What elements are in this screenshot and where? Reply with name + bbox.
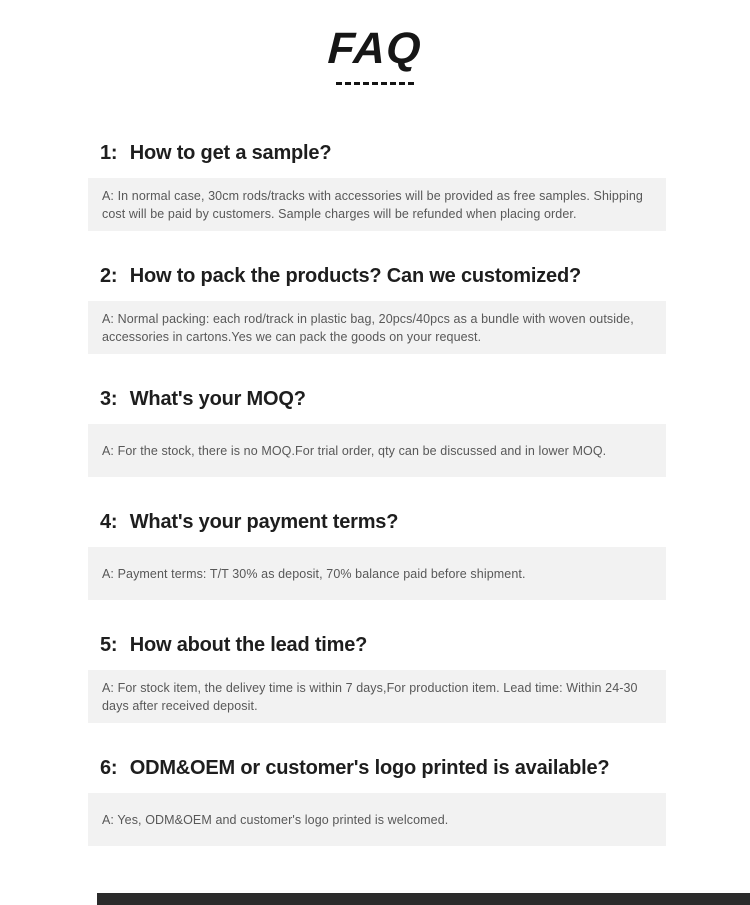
question-text: What's your payment terms?: [129, 511, 399, 533]
faq-list: [0, 141, 750, 846]
question-text: How to pack the products? Can we customized?: [129, 265, 581, 287]
bottom-dark-bar: [97, 893, 750, 905]
faq-answer-box: [88, 793, 666, 846]
title-dashed-underline: [336, 82, 414, 85]
faq-answer-box: [88, 301, 666, 354]
question-number: 6:: [100, 757, 118, 779]
page-title: FAQ: [327, 24, 424, 73]
question-number: 2:: [100, 265, 118, 287]
question-text: ODM&OEM or customer's logo printed is available?: [129, 757, 610, 779]
faq-answer-box: [88, 178, 666, 231]
question-number: 4:: [100, 511, 118, 533]
faq-answer-box: [88, 424, 666, 477]
faq-item-6: [0, 756, 750, 846]
question-text: What's your MOQ?: [129, 388, 306, 410]
faq-answer-text: A: For stock item, the delivey time is within 7 days,For production item. Lead time: Within 24-30 days after received deposit.: [102, 680, 638, 713]
faq-question: [100, 387, 750, 411]
faq-question: [100, 756, 750, 780]
faq-answer-text: A: Normal packing: each rod/track in plastic bag, 20pcs/40pcs as a bundle with woven outside, accessories in cartons.Yes we can pack the goods on your request.: [102, 311, 634, 344]
faq-item-3: [0, 387, 750, 477]
faq-answer-box: [88, 547, 666, 600]
faq-answer-text: A: In normal case, 30cm rods/tracks with accessories will be provided as free samples. Shipping cost will be paid by customers. Sample charges will be refunded when placing order.: [102, 188, 643, 221]
question-number: 1:: [100, 142, 118, 164]
question-text: How about the lead time?: [129, 634, 368, 656]
question-text: How to get a sample?: [129, 142, 332, 164]
faq-answer-text: A: For the stock, there is no MOQ.For trial order, qty can be discussed and in lower MOQ.: [102, 443, 607, 458]
faq-question: [100, 510, 750, 534]
faq-header: [0, 0, 750, 85]
faq-question: [100, 141, 750, 165]
faq-question: [100, 633, 750, 657]
faq-item-2: [0, 264, 750, 354]
faq-answer-text: A: Yes, ODM&OEM and customer's logo printed is welcomed.: [102, 812, 449, 827]
question-number: 5:: [100, 634, 118, 656]
faq-item-4: [0, 510, 750, 600]
faq-item-5: [0, 633, 750, 723]
faq-item-1: [0, 141, 750, 231]
question-number: 3:: [100, 388, 118, 410]
faq-answer-text: A: Payment terms: T/T 30% as deposit, 70% balance paid before shipment.: [102, 566, 526, 581]
faq-question: [100, 264, 750, 288]
faq-answer-box: [88, 670, 666, 723]
